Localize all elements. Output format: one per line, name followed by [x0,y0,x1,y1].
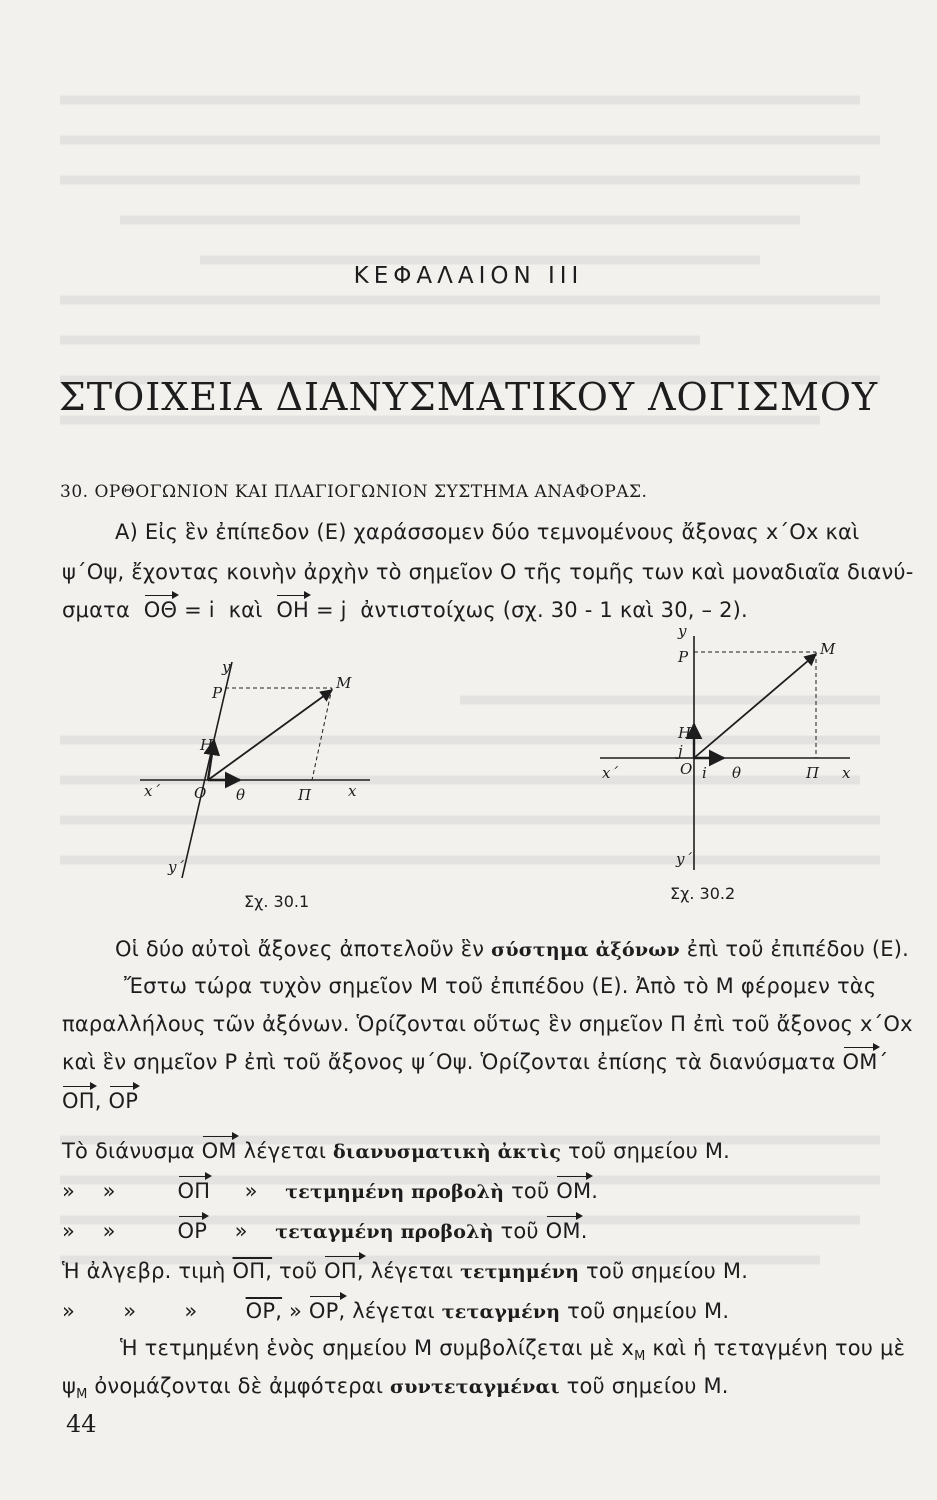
page-number: 44 [66,1410,97,1438]
label-pi: Π [806,764,820,782]
definition-row-7: $\psi_M$ ὀνομάζονται δὲ ἀμφότεραι συντεταγμέναι τοῦ σημείου M. [62,1374,729,1403]
label-y-prime: y΄ [168,858,184,876]
intro-line-3: σματα OΘ = i καὶ OH = j ἀντιστοίχως (σχ. 30 - 1 καὶ 30, – 2). [62,598,748,622]
paragraph-line-2: Ἔστω τώρα τυχὸν σημεῖον M τοῦ ἐπιπέδου (Ε). Ἀπὸ τὸ M φέρομεν τὰς [124,974,877,998]
y-axis [182,662,232,878]
label-y: y [678,622,687,640]
label-m: M [820,640,836,658]
term-system-of-axes: σύστημα ἀξόνων [491,939,680,961]
definition-row-4: Ἡ ἀλγεβρ. τιμὴ OΠ, τοῦ OΠ, λέγεται τετμημένη τοῦ σημείου M. [62,1259,749,1283]
definition-row-5: » » » OP, » OP, λέγεται τεταγμένη τοῦ σημείου M. [62,1299,730,1323]
label-x-prime: x΄ [144,782,160,800]
figure-30-1 [120,650,390,890]
label-theta: θ [732,764,742,782]
vector-otheta: OΘ [143,598,178,622]
label-h: H [200,736,214,754]
label-x: x [842,764,851,782]
paragraph-line-5: OΠ, OP [62,1089,139,1113]
vector-op: OP [108,1089,139,1113]
paragraph-line-3: παραλλήλους τῶν ἀξόνων. Ὁρίζονται οὕτως ἓν σημεῖον Π ἐπὶ τοῦ ἄξονος x΄Ox [62,1012,913,1036]
section-heading: 30. ΟΡΘΟΓΩΝΙΟΝ ΚΑΙ ΠΛΑΓΙΟΓΩΝΙΟΝ ΣΥΣΤΗΜΑ ΑΝΑΦΟΡΑΣ. [60,482,648,502]
figure-30-2-caption: Σχ. 30.2 [670,884,736,903]
intro-line-1: Α) Εἰς ἓν ἐπίπεδον (Ε) χαράσσομεν δύο τεμνομένους ἄξονας x΄Ox καὶ [115,520,860,544]
label-p: P [678,648,689,666]
vector-om [208,690,332,780]
paragraph-line-1: Οἱ δύο αὐτοὶ ἄξονες ἀποτελοῦν ἓν σύστημα ἀξόνων ἐπὶ τοῦ ἐπιπέδου (Ε). [115,937,910,961]
label-pi: Π [298,786,312,804]
vector-om: OM [842,1050,878,1074]
definition-row-1: Τὸ διάνυσμα OM λέγεται διανυσματικὴ ἀκτὶς τοῦ σημείου M. [62,1139,731,1163]
chapter-heading: ΚΕΦΑΛΑΙΟΝ III [353,263,584,289]
chapter-title: ΣΤΟΙΧΕΙΑ ΔΙΑΝΥΣΜΑΤΙΚΟΥ ΛΟΓΙΣΜΟΥ [58,375,879,419]
label-i: i [702,764,707,782]
intro-line-2: ψ΄Oψ, ἔχοντας κοινὴν ἀρχὴν τὸ σημεῖον O τῆς τομῆς των καὶ μοναδιαῖα διανύ- [62,560,914,584]
label-p: P [212,684,223,702]
label-m: M [336,674,352,692]
label-theta: θ [236,786,246,804]
label-x: x [348,782,357,800]
figure-30-1-caption: Σχ. 30.1 [244,892,310,911]
definition-row-2: » » OΠ » τετμημένη προβολὴ τοῦ OM. [62,1179,599,1203]
paragraph-line-4: καὶ ἓν σημεῖον P ἐπὶ τοῦ ἄξονος ψ΄Oψ. Ὁρίζονται ἐπίσης τὰ διανύσματα OM΄ [62,1050,889,1074]
label-o: O [194,784,207,802]
label-j: j [678,742,683,760]
label-y: y [222,658,231,676]
definition-row-6: Ἡ τετμημένη ἑνὸς σημείου M συμβολίζεται μὲ $x_M$ καὶ ἡ τεταγμένη του μὲ [120,1336,906,1365]
vector-opi: OΠ [62,1089,95,1113]
vector-oh: OH [276,598,310,622]
figure-30-2 [580,612,870,874]
label-x-prime: x΄ [602,764,618,782]
label-h: H [678,724,692,742]
label-o: O [680,760,693,778]
definition-row-3: » » OP » τεταγμένη προβολὴ τοῦ OM. [62,1219,588,1243]
label-y-prime: y΄ [676,850,692,868]
vector-om [694,654,816,758]
